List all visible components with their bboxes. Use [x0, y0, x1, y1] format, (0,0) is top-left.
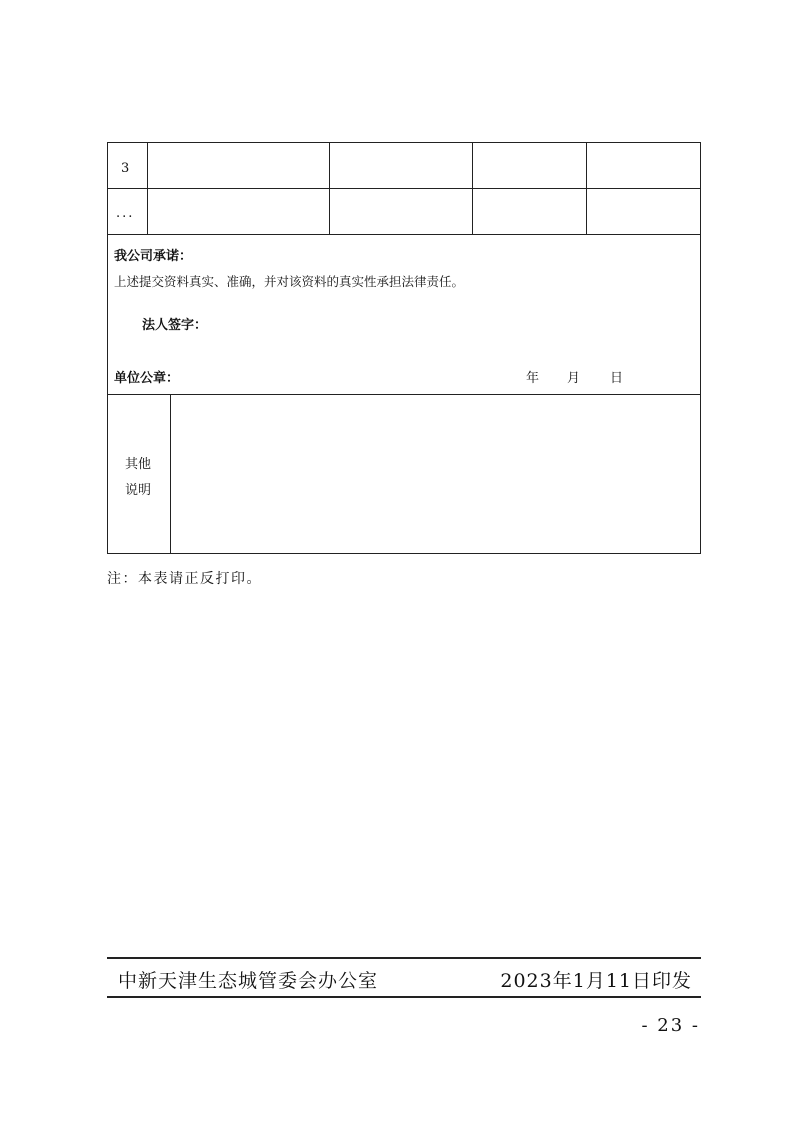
- date-year-label: 年: [526, 371, 540, 386]
- page-number: - 23 -: [641, 1015, 700, 1036]
- table-column-divider: [472, 142, 473, 234]
- table-border-left: [107, 142, 108, 554]
- print-note: 注：本表请正反打印。: [107, 571, 262, 587]
- table-column-divider: [586, 142, 587, 234]
- seal-label: 单位公章：: [114, 371, 180, 386]
- table-border-bottom: [107, 553, 701, 554]
- table-row-divider: [107, 394, 701, 395]
- table-column-divider: [170, 394, 171, 554]
- footer-rule-bottom: [107, 996, 701, 998]
- date-day-label: 日: [610, 371, 624, 386]
- table-border-right: [700, 142, 701, 554]
- remarks-label-line2: 说明: [125, 483, 152, 498]
- table-row-divider: [107, 188, 701, 189]
- issuing-office: 中新天津生态城管委会办公室: [118, 970, 379, 992]
- remarks-label-line1: 其他: [125, 457, 152, 472]
- table-row-divider: [107, 234, 701, 235]
- row-index: ...: [116, 206, 135, 221]
- table-border-top: [107, 142, 701, 143]
- commitment-heading: 我公司承诺：: [114, 249, 193, 264]
- footer-rule-top: [107, 957, 701, 959]
- table-column-divider: [329, 142, 330, 234]
- date-month-label: 月: [567, 371, 581, 386]
- table-column-divider: [147, 142, 148, 234]
- commitment-statement: 上述提交资料真实、准确，并对该资料的真实性承担法律责任。: [114, 274, 465, 289]
- signature-label: 法人签字：: [142, 318, 208, 333]
- issue-date: 2023年1月11日印发: [500, 970, 692, 992]
- row-index: 3: [121, 161, 130, 176]
